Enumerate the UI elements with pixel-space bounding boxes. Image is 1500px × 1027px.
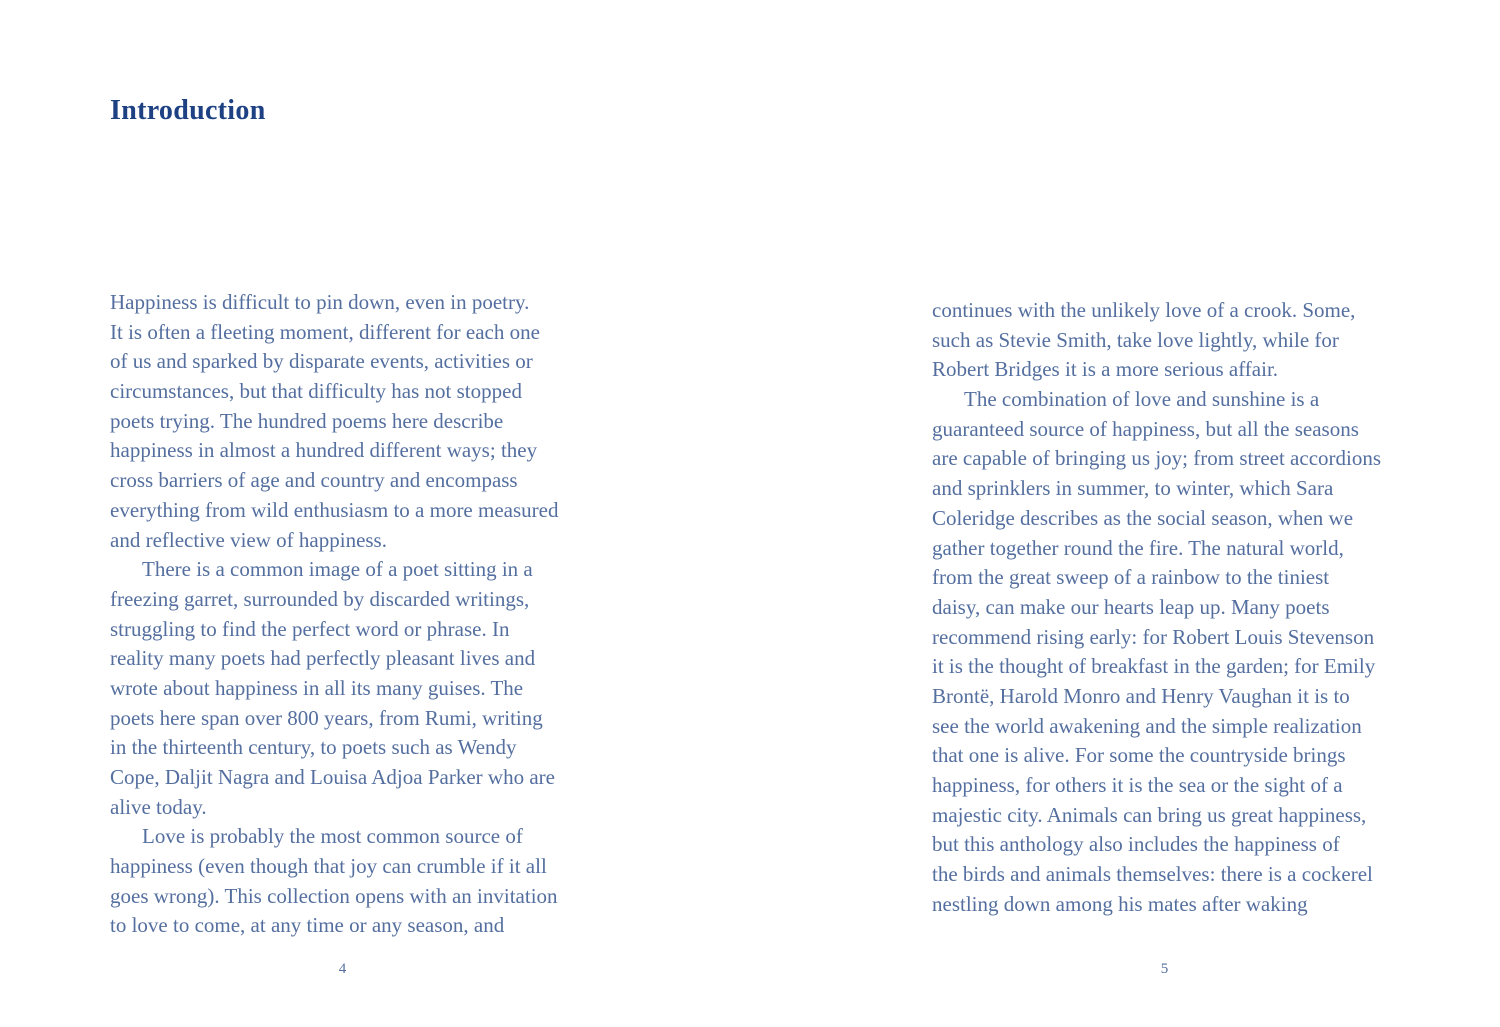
- text-line: to love to come, at any time or any season, and: [110, 913, 505, 938]
- chapter-heading: Introduction: [110, 94, 266, 126]
- paragraph: [110, 288, 610, 555]
- text-line: such as Stevie Smith, take love lightly, while for: [932, 327, 1339, 352]
- text-line: poets trying. The hundred poems here describe: [110, 408, 504, 433]
- text-line: There is a common image of a poet sitting in a: [142, 557, 533, 582]
- text-line: Cope, Daljit Nagra and Louisa Adjoa Parker who are: [110, 765, 555, 789]
- text-line: it is the thought of breakfast in the garden; for Emily: [932, 654, 1376, 679]
- body-text-left: [110, 288, 610, 941]
- text-line: gather together round the fire. The natural world,: [932, 535, 1344, 560]
- text-line: in the thirteenth century, to poets such as Wendy: [110, 735, 517, 760]
- text-line: happiness in almost a hundred different ways; they: [110, 438, 538, 463]
- text-line: that one is alive. For some the countryside brings: [932, 743, 1346, 768]
- text-line: poets here span over 800 years, from Rumi, writing: [110, 705, 543, 730]
- text-line: freezing garret, surrounded by discarded writings,: [110, 586, 530, 611]
- text-line: and reflective view of happiness.: [110, 527, 387, 552]
- body-text-right: [932, 296, 1432, 919]
- text-line: and sprinklers in summer, to winter, which Sara: [932, 476, 1334, 501]
- page-number-left: 4: [338, 961, 347, 977]
- text-line: see the world awakening and the simple realization: [932, 713, 1362, 738]
- text-line: Love is probably the most common source of: [142, 824, 523, 849]
- text-line: circumstances, but that difficulty has not stopped: [110, 379, 522, 404]
- text-line: of us and sparked by disparate events, activities or: [110, 349, 533, 374]
- text-line: Coleridge describes as the social season, when we: [932, 505, 1354, 530]
- text-line: struggling to find the perfect word or phrase. In: [110, 616, 510, 641]
- text-line: nestling down among his mates after waking: [932, 891, 1308, 916]
- text-line: wrote about happiness in all its many guises. The: [110, 675, 524, 700]
- text-line: alive today.: [110, 794, 207, 819]
- text-line: Happiness is difficult to pin down, even in poetry.: [110, 290, 530, 314]
- text-line: It is often a fleeting moment, different for each one: [110, 319, 540, 344]
- text-line: goes wrong). This collection opens with an invitation: [110, 883, 558, 908]
- page-number-right: 5: [1160, 961, 1169, 977]
- text-line: everything from wild enthusiasm to a more measured: [110, 497, 559, 522]
- text-line: daisy, can make our hearts leap up. Many poets: [932, 594, 1330, 619]
- text-line: The combination of love and sunshine is a: [964, 387, 1320, 412]
- text-line: majestic city. Animals can bring us great happiness,: [932, 802, 1367, 827]
- text-line: but this anthology also includes the happiness of: [932, 832, 1340, 857]
- paragraph: [932, 385, 1432, 919]
- text-line: the birds and animals themselves: there is a cockerel: [932, 862, 1373, 887]
- paragraph: [110, 822, 610, 941]
- text-line: happiness (even though that joy can crumble if it all: [110, 854, 547, 879]
- text-line: are capable of bringing us joy; from street accordions: [932, 446, 1382, 471]
- text-line: Brontë, Harold Monro and Henry Vaughan it is to: [932, 683, 1350, 708]
- paragraph: [110, 555, 610, 822]
- text-line: continues with the unlikely love of a crook. Some,: [932, 298, 1356, 322]
- text-line: from the great sweep of a rainbow to the tiniest: [932, 565, 1330, 590]
- text-line: guaranteed source of happiness, but all the seasons: [932, 416, 1359, 441]
- text-line: Robert Bridges it is a more serious affair.: [932, 357, 1279, 382]
- text-line: recommend rising early: for Robert Louis Stevenson: [932, 624, 1375, 649]
- text-line: reality many poets had perfectly pleasant lives and: [110, 646, 536, 671]
- text-line: cross barriers of age and country and encompass: [110, 468, 518, 493]
- text-line: happiness, for others it is the sea or the sight of a: [932, 773, 1343, 797]
- paragraph: [932, 296, 1432, 385]
